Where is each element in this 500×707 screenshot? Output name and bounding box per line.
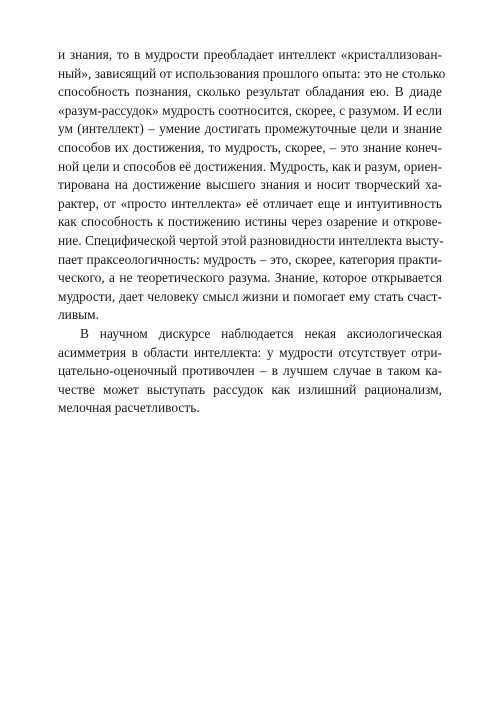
text-line: способов их достижения, то мудрость, скорее, – это знание конеч- [58,139,442,155]
text-line: мелочная расчетливость. [58,400,200,416]
paragraph [58,46,446,325]
text-line: ческого, а не теоретического разума. Знание, которое открывается [58,270,442,286]
text-line: способность познания, сколько результат обладания ею. В диаде [58,84,442,100]
paragraph [58,325,442,418]
text-line: как способность к постижению истины через озарение и открове- [58,214,442,230]
text-line: рактер, от «просто интеллекта» её отличает еще и интуитивность [58,195,442,211]
text-line: асимметрия в области интеллекта: у мудрости отсутствует отри- [58,344,442,360]
text-line: ливым. [58,307,99,323]
text-line: и знания, то в мудрости преобладает интеллект «кристаллизован- [58,47,442,62]
text-line: ной цели и способов её достижения. Мудрость, как и разум, ориен- [58,158,443,174]
text-line: «разум-рассудок» мудрость соотносится, скорее, с разумом. И если [58,102,442,118]
text-line: мудрости, дает человеку смысл жизни и помогает ему стать счаст- [58,288,442,304]
text-line: ние. Специфической чертой этой разновидности интеллекта высту- [58,232,444,248]
text-line: ум (интеллект) – умение достигать промежуточные цели и знание [58,121,442,137]
text-line: тирована на достижение высшего знания и носит творческий ха- [58,177,442,193]
text-line: ный», зависящий от использования прошлого опыта: это не столько [58,65,446,81]
text-line: цательно-оценочный противочлен – в лучшем случае в таком ка- [58,363,442,379]
text-line: пает праксеологичность: мудрость – это, скорее, категория практи- [58,251,442,267]
text-line: честве может выступать рассудок как излишний рационализм, [58,381,442,397]
text-line: В научном дискурсе наблюдается некая аксиологическая [80,325,442,341]
body-text [58,46,446,418]
